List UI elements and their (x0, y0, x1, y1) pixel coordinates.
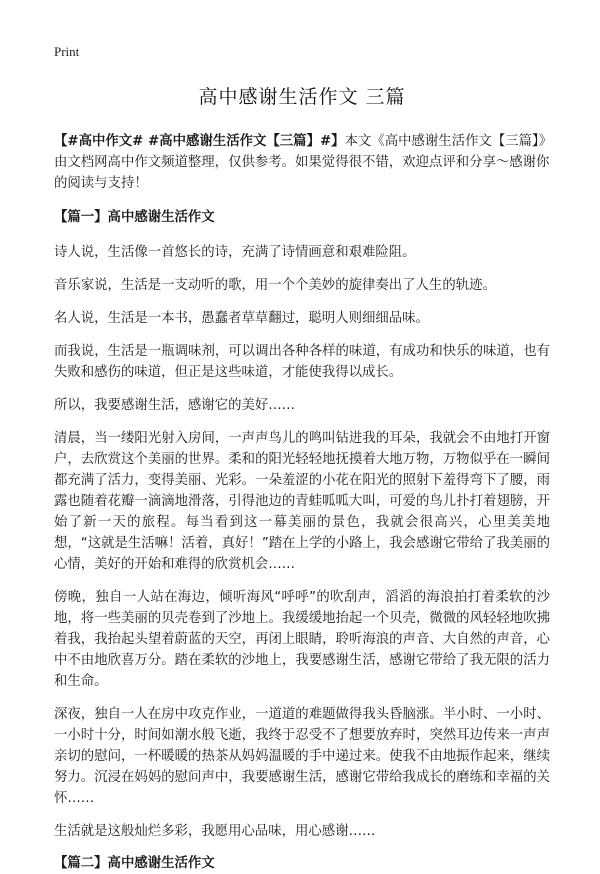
paragraph: 音乐家说，生活是一支动听的歌，用一个个美妙的旋律奏出了人生的轨迹。 (54, 278, 496, 293)
paragraph: 诗人说，生活像一首悠长的诗，充满了诗情画意和艰难险阻。 (54, 245, 416, 260)
paragraph: 深夜，独自一人在房中攻克作业，一道道的难题做得我头昏脑涨。半小时、一小时、一小时十分，时间如潮水般飞逝，我终于忍受不了想要放弃时，突然耳边传来一声声亲切的慰问，一杯暖暖的热茶从妈妈温暖的手中递过来。使我不由地振作起来，继续努力。沉浸在妈妈的慰问声中，我要感谢生活，感谢它带给我成长的磨练和幸福的关怀…… (54, 707, 550, 806)
section-heading-1: 【篇一】高中感谢生活作文 (54, 210, 215, 225)
paragraph: 而我说，生活是一瓶调味剂，可以调出各种各样的味道，有成功和快乐的味道，也有失败和感伤的味道，但正是这些味道，才能使我得以成长。 (54, 344, 550, 380)
intro-tags: 【#高中作文# #高中感谢生活作文【三篇】#】 (54, 134, 345, 149)
section-heading-2: 【篇二】高中感谢生活作文 (54, 856, 215, 871)
page-title: 高中感谢生活作文 三篇 (198, 86, 406, 108)
intro-text: 本文《高中感谢生活作文【三篇】》由文档网高中作文频道整理，仅供参考。如果觉得很不错，欢迎点评和分享～感谢你的阅读与支持！ (54, 134, 550, 191)
intro-paragraph (54, 131, 550, 194)
paragraph: 傍晚，独自一人站在海边，倾听海风“呼呼”的吹刮声，滔滔的海浪拍打着柔软的沙地，将一些美丽的贝壳卷到了沙地上。我缓缓地抬起一个贝壳，微微的风轻轻地吹拂着我，我抬起头望着蔚蓝的天空，再闭上眼睛，聆听海浪的声音、大自然的声音，心中不由地欣喜万分。踏在柔软的沙地上，我要感谢生活，感谢它带给了我无限的活力和生命。 (54, 590, 550, 689)
paragraph: 生活就是这般灿烂多彩，我愿用心品味，用心感谢…… (54, 824, 376, 839)
paragraph: 所以，我要感谢生活，感谢它的美好…… (54, 398, 296, 413)
paragraph: 清晨，当一缕阳光射入房间，一声声鸟儿的鸣叫钻进我的耳朵，我就会不由地打开窗户，去欣赏这个美丽的世界。柔和的阳光轻轻地抚摸着大地万物，万物似乎在一瞬间都充满了活力，变得美丽、光彩。一朵羞涩的小花在阳光的照射下羞得弯下了腰，雨露也随着花瓣一滴滴地滑落，引得池边的青蛙呱呱大叫，可爱的鸟儿扑打着翅膀，开始了新一天的旅程。每当看到这一幕美丽的景色，我就会很高兴，心里美美地想，“这就是生活嘛！活着，真好！”踏在上学的小路上，我会感谢它带给了我美丽的心情，美好的开始和难得的欣赏机会…… (54, 431, 550, 572)
paragraph: 名人说，生活是一本书，愚蠢者草草翻过，聪明人则细细品味。 (54, 311, 429, 326)
print-link[interactable]: Print (54, 44, 80, 59)
